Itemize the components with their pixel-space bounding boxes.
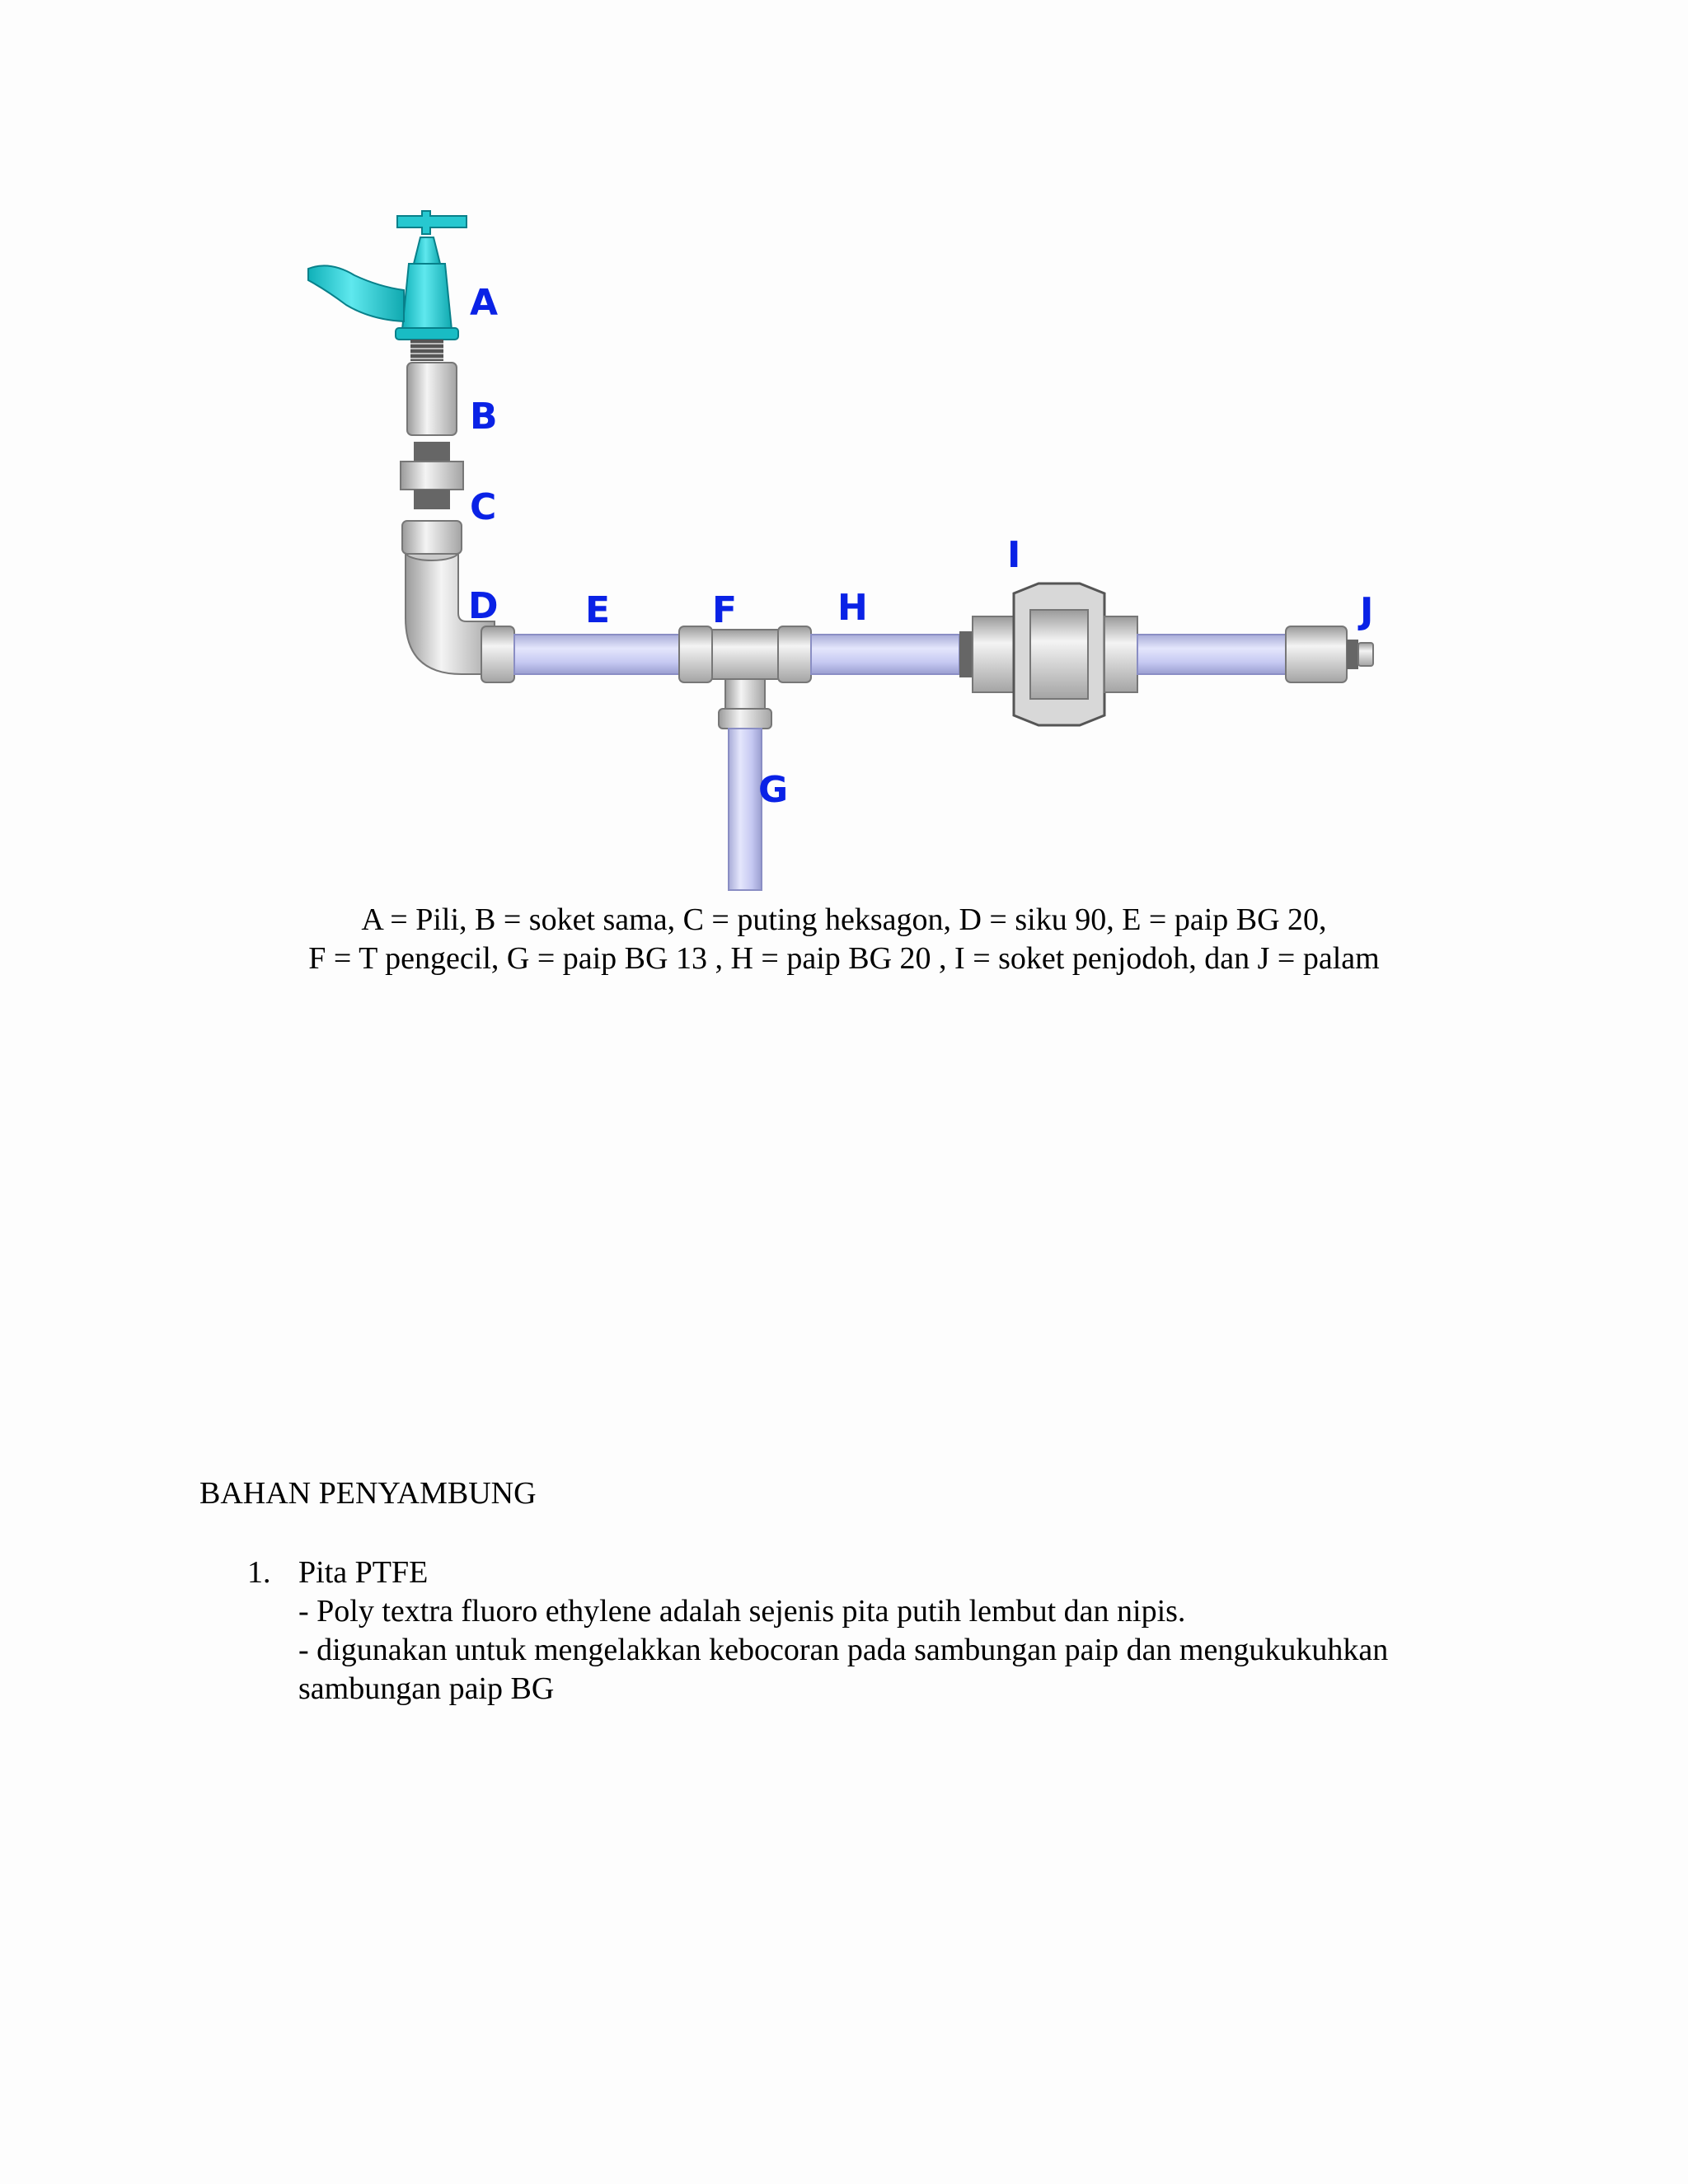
- label-i: I: [1007, 534, 1021, 576]
- tap-a: [308, 211, 467, 340]
- list-item-title: Pita PTFE: [298, 1555, 429, 1590]
- socket-b: [407, 363, 457, 435]
- list-item-line-2: - digunakan untuk mengelakkan kebocoran pada sambungan paip dan mengukukuhkan: [298, 1633, 1389, 1667]
- pipe-e: [514, 635, 679, 674]
- section-heading: BAHAN PENYAMBUNG: [199, 1476, 537, 1511]
- label-g: G: [758, 769, 789, 811]
- pipe-assembly-diagram: [305, 198, 1409, 898]
- plug-j: [1286, 626, 1373, 682]
- pipe-g: [729, 729, 762, 890]
- label-b: B: [470, 396, 498, 438]
- list-item-line-3: sambungan paip BG: [298, 1671, 555, 1706]
- label-c: C: [470, 486, 497, 528]
- list-item-line-1: - Poly textra fluoro ethylene adalah sejenis pita putih lembut dan nipis.: [298, 1594, 1186, 1629]
- label-f: F: [712, 589, 738, 631]
- label-d: D: [468, 585, 499, 627]
- caption-line-1: A = Pili, B = soket sama, C = puting heksagon, D = siku 90, E = paip BG 20,: [361, 902, 1327, 937]
- label-h: H: [837, 587, 868, 629]
- label-a: A: [470, 282, 499, 324]
- pipe-j: [1137, 635, 1286, 674]
- label-j: J: [1360, 590, 1374, 632]
- elbow-socket: [481, 626, 514, 682]
- hex-nipple-c: [401, 442, 463, 509]
- list-number: 1.: [247, 1555, 271, 1590]
- union-socket-i: [959, 583, 1137, 725]
- caption-line-2: F = T pengecil, G = paip BG 13 , H = paip BG 20 , I = soket penjodoh, dan J = palam: [308, 941, 1380, 976]
- tap-thread: [410, 340, 443, 361]
- tee-f: [679, 626, 811, 729]
- pipe-h: [811, 635, 959, 674]
- label-e: E: [585, 589, 611, 631]
